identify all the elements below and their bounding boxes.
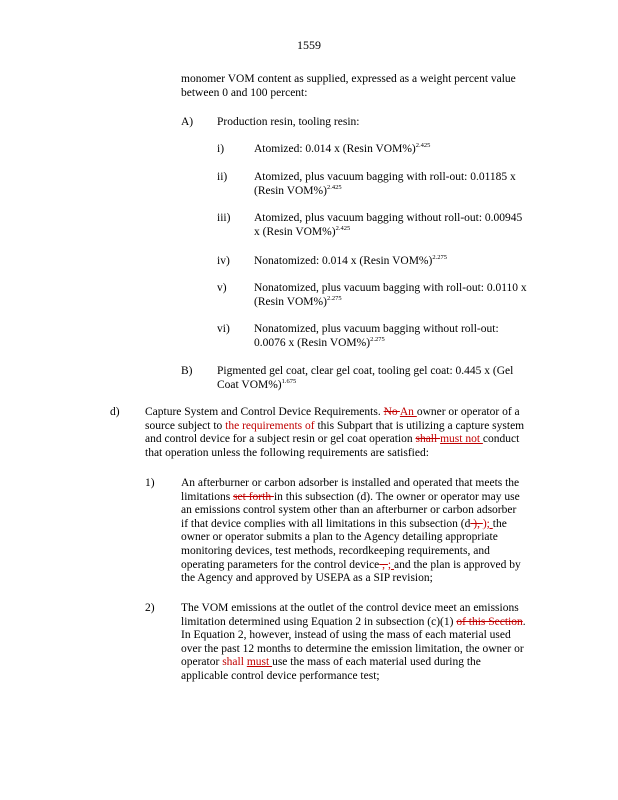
text-run: limitations [181, 490, 234, 503]
inserted-text: ); [482, 517, 493, 530]
text-run: and the plan is approved by [394, 558, 521, 571]
section-d-line-1 [145, 406, 550, 420]
item-2-label: 2) [145, 602, 155, 614]
item-1-text [181, 477, 546, 586]
text-run: source subject to [145, 419, 226, 432]
item-b-text [217, 365, 557, 392]
section-d-text [145, 406, 550, 460]
text-run: conduct [482, 433, 520, 446]
text-run: limitation determined using Equation 2 in subsection (c)(1) [181, 615, 457, 628]
text-run: . [522, 615, 526, 628]
item-1-line-8: the Agency and approved by USEPA as a SIP revision; [181, 572, 433, 585]
item-a-label: A) [181, 116, 194, 128]
text-run: Capture System and Control Device Requirements. [145, 406, 384, 418]
subitem-vi-line-2: 0.0076 x (Resin VOM%) [254, 336, 371, 349]
revised-text: shall [222, 656, 247, 669]
intro-text [181, 73, 541, 100]
item-1-line-4 [181, 518, 546, 532]
subitem-vi-text [254, 323, 544, 350]
subitem-ii-line-2: (Resin VOM%) [254, 184, 327, 197]
subitem-ii-text [254, 171, 544, 198]
intro-line-2: between 0 and 100 percent: [181, 86, 308, 99]
subitem-iv-exponent: 2.275 [432, 254, 447, 261]
subitem-v-line-1: Nonatomized, plus vacuum bagging with roll-out: 0.0110 x [254, 282, 527, 294]
item-1-line-5: owner or operator submits a plan to the Agency detailing appropriate [181, 531, 498, 544]
subitem-iii-label: iii) [217, 212, 231, 224]
subitem-ii-line-1: Atomized, plus vacuum bagging with roll-out: 0.01185 x [254, 171, 516, 183]
item-1-line-7 [181, 559, 546, 573]
revised-text: the requirements of [225, 419, 315, 432]
text-run: owner or operator of a [416, 406, 520, 418]
subitem-vi-label: vi) [217, 323, 230, 335]
section-d-line-4: that operation unless the following requirements are satisfied: [145, 446, 429, 459]
subitem-v-label: v) [217, 282, 227, 294]
section-d-line-3 [145, 433, 550, 447]
item-a-text: Production resin, tooling resin: [217, 116, 360, 128]
deleted-text: ), [470, 517, 483, 530]
intro-line-1: monomer VOM content as supplied, expressed as a weight percent value [181, 73, 516, 85]
item-1-line-2 [181, 491, 546, 505]
item-1-label: 1) [145, 477, 155, 489]
item-b-line-2: Coat VOM%) [217, 378, 282, 391]
text-run: this Subpart that is utilizing a capture system [314, 419, 525, 432]
subitem-v-line-2: (Resin VOM%) [254, 295, 327, 308]
deleted-text: , [379, 558, 388, 571]
item-2-line-3: In Equation 2, however, instead of using the mass of each material used [181, 629, 511, 642]
subitem-iii-line-1: Atomized, plus vacuum bagging without roll-out: 0.00945 [254, 212, 523, 224]
subitem-i-line-1: Atomized: 0.014 x (Resin VOM%) [254, 143, 416, 155]
item-2-text [181, 602, 546, 684]
item-b-line-1: Pigmented gel coat, clear gel coat, tooling gel coat: 0.445 x (Gel [217, 365, 514, 377]
item-1-line-3: an emissions control system other than an afterburner or carbon adsorber [181, 504, 517, 517]
subitem-iii-line-2: x (Resin VOM%) [254, 225, 336, 238]
text-run: if that device complies with all limitations in this subsection (d [181, 517, 471, 530]
subitem-ii-label: ii) [217, 171, 228, 183]
item-1-line-6: monitoring devices, test methods, recordkeeping requirements, and [181, 544, 490, 557]
subitem-iv-line-1: Nonatomized: 0.014 x (Resin VOM%) [254, 255, 433, 267]
item-b-exponent: 1.675 [281, 377, 297, 385]
subitem-vi-exponent: 2.275 [370, 335, 385, 343]
text-run: use the mass of each material used during the [272, 656, 481, 669]
deleted-text: shall [415, 433, 441, 446]
inserted-text: must not [440, 433, 483, 446]
text-run: in this subsection (d). The owner or operator may use [273, 490, 520, 503]
inserted-text: An [399, 406, 417, 418]
text-run: operating parameters for the control device [181, 558, 380, 571]
item-2-line-6: applicable control device performance test; [181, 669, 380, 682]
item-2-line-4: over the past 12 months to determine the emission limitation, the owner or [181, 642, 524, 655]
item-2-line-2 [181, 616, 546, 630]
deleted-text: No [383, 406, 400, 418]
subitem-ii-exponent: 2.425 [326, 183, 342, 191]
item-1-line-1: An afterburner or carbon adsorber is installed and operated that meets the [181, 477, 520, 489]
subitem-i-text [254, 143, 544, 157]
subitem-i-exponent: 2.425 [415, 142, 431, 149]
subitem-iv-text [254, 255, 544, 269]
subitem-v-text [254, 282, 544, 309]
text-run: the [492, 517, 507, 530]
section-d-line-2 [145, 420, 550, 434]
item-b-label: B) [181, 365, 193, 377]
inserted-text: must [246, 656, 273, 669]
subitem-iii-exponent: 2.425 [335, 224, 351, 232]
subitem-iv-label: iv) [217, 255, 230, 267]
inserted-text: ; [387, 558, 394, 571]
item-2-line-1: The VOM emissions at the outlet of the control device meet an emissions [181, 602, 519, 614]
subitem-i-label: i) [217, 143, 225, 155]
deleted-text: of this Section [456, 615, 523, 628]
deleted-text: set forth [233, 490, 274, 503]
subitem-v-exponent: 2.275 [326, 294, 342, 302]
text-run: operator [181, 656, 223, 669]
subitem-vi-line-1: Nonatomized, plus vacuum bagging without roll-out: [254, 323, 499, 335]
section-d-label: d) [110, 406, 120, 418]
page-number: 1559 [297, 38, 321, 52]
subitem-iii-text [254, 212, 544, 239]
text-run: and control device for a subject resin or gel coat operation [145, 433, 416, 446]
item-2-line-5 [181, 656, 546, 670]
